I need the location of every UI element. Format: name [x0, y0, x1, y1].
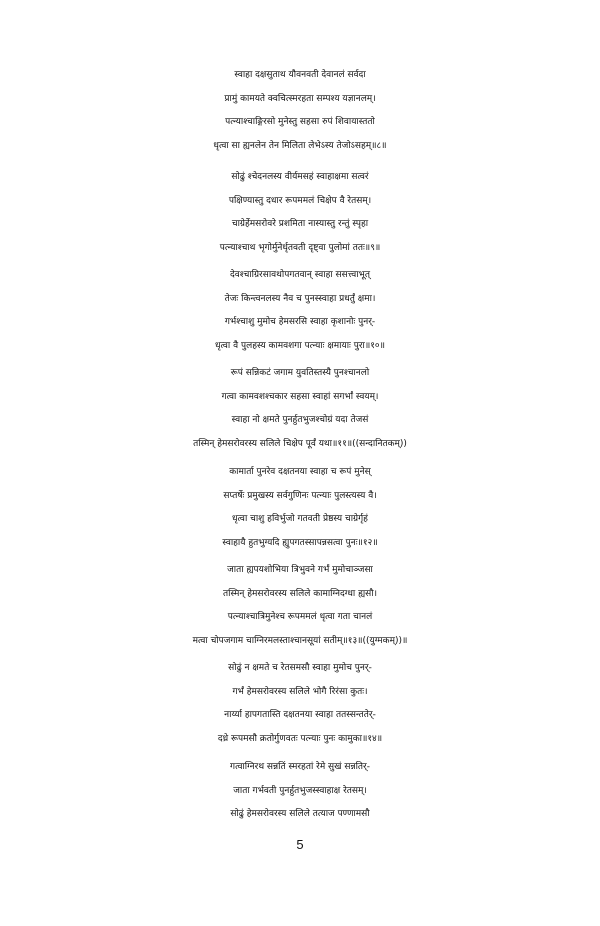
verse-line: धृत्वा वै पुलहस्य कामवशगा पत्न्याः क्षमायाः पुरा॥१०॥	[215, 340, 385, 351]
verse-line: पत्न्याश्चात्रिमुनेश्च रूपममलं धृत्वा गता चानलं	[227, 612, 373, 622]
verse-line: दध्रे रूपमसौ क्रतोर्गुणवतः पत्न्याः पुनः कामुका॥१४॥	[217, 733, 383, 744]
verse-line: रूपं सन्निकटं जगाम युवतिस्तस्यै पुनश्चानलो	[230, 368, 370, 378]
stanza-15	[0, 756, 600, 827]
verse-line: नार्य्या हापगतास्ति दक्षतनया स्वाहा ततस्सन्ततेर्-	[224, 710, 376, 720]
verse-line: कामार्ता पुनरेव दक्षतनया स्वाहा च रूपं मुनेस्	[229, 467, 371, 477]
verse-line: चाग्रेर्हेमसरोवरे प्रशमिता नास्यास्तु रन्तुं स्पृहा	[231, 219, 369, 229]
verse-line: सप्तर्षेः प्रमुखस्य सर्वगुणिनः पत्न्याः पुलस्त्यस्य वै।	[223, 490, 377, 501]
stanza-8	[0, 64, 600, 158]
verse-line: जाता गर्भवती पुनर्हुतभुजस्स्वाहाक्ष रेतसम्।	[233, 785, 367, 796]
verse-line: स्वाहा नो क्षमते पुनर्हुतभुजश्चोग्रं यदा तेजसं	[231, 415, 369, 425]
verse-line: स्वाहायै हुतभुग्यदि ह्युपगतस्सापन्नसत्वा पुनः॥१२॥	[222, 537, 378, 548]
verse-line: तेजः किन्त्वनलस्य नैव च पुनस्स्वाहा प्रधर्तुं क्षमा।	[224, 293, 376, 304]
verse-line: देवश्चाग्रिरसावथोपगतवान् स्वाहा ससत्त्वाभूत्	[230, 270, 370, 280]
stanza-14	[0, 657, 600, 751]
stanza-11	[0, 362, 600, 456]
verse-line: सोढुं श्चेदनलस्य वीर्यमसहं स्वाहाक्षमा सत्वरं	[231, 172, 369, 182]
stanza-10	[0, 264, 600, 358]
verse-line: गर्भं हेमसरोवरस्य सलिले भोगै रिरंसा कुतः।	[232, 686, 368, 697]
verse-line: पत्न्याश्चाङ्गिरसो मुनेस्तु सहसा रुपं शिवायास्ततो	[225, 117, 375, 127]
verse-line: गत्वाग्निरथ सन्नतिं स्मरहतां रेमे सुखं सन्नतिर्-	[230, 762, 370, 772]
verse-line: धृत्वा चाशु हविर्भुजो गतवती प्रेष्ठस्य चाग्रेर्गृहं	[232, 514, 368, 524]
verse-line: जाता ह्यपयशोभिया त्रिभुवने गर्भं मुमोचाञ्जसा	[227, 565, 373, 575]
stanza-13	[0, 559, 600, 653]
verse-line: तस्मिन् हेमसरोवरस्य सलिले कामाग्निदग्धा ह्यसौ।	[223, 588, 377, 599]
verse-line: धृत्वा सा ह्यनलेन तेन मिलिता लेभेऽस्य तेजोऽसहम्॥८॥	[213, 140, 387, 151]
verse-line: पक्षिण्यास्तु दधार रूपममलं चिक्षेप वै रेतसम्।	[228, 195, 372, 206]
stanza-9	[0, 166, 600, 260]
verse-line: प्रामुं कामयते क्वचित्स्मरहता सम्पश्य यज्ञानलम्।	[224, 93, 376, 104]
verse-line: पत्न्याश्चाथ भृगोर्मुनेर्धृतवती दृष्ट्वा पुलोमां ततः॥९॥	[219, 242, 381, 253]
verse-line: मत्वा चोपजगाम चाग्निरमलस्ताश्चानसूयां सतीम्॥१३॥((युग्मकम्))॥	[192, 635, 408, 646]
verse-line: गर्भश्चाशु मुमोच हेमसरसि स्वाहा कृशानोः पुनर्-	[224, 317, 376, 327]
verse-line: स्वाहा दक्षसुताथ यौवनवती देवानलं सर्वदा	[234, 70, 366, 80]
page-number: 5	[296, 837, 304, 852]
verse-line: सोढुं न क्षमते च रेतसमसौ स्वाहा मुमोच पुनर्-	[228, 663, 372, 673]
stanza-12	[0, 461, 600, 555]
verse-line: तस्मिन् हेमसरोवरस्य सलिले चिक्षेप पूर्वं यथा॥११॥((सन्दानितकम्))	[193, 438, 407, 449]
verse-line: गत्वा कामवशश्चकार सहसा स्वाहां सगर्भां स्वयम्।	[221, 391, 379, 402]
verse-line: सोढुं हेमसरोवरस्य सलिले तत्याज पण्णामसौ	[230, 809, 370, 819]
